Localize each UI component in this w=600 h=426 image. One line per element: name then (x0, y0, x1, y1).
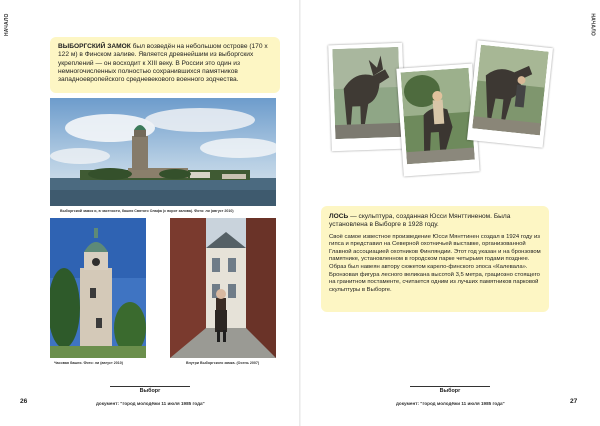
moose-polaroid-2 (396, 63, 479, 176)
moose-polaroid-1 (328, 43, 406, 152)
page-number-right: 27 (570, 398, 578, 405)
footer-title-left: Выборг (139, 388, 161, 394)
footer-rule-left (110, 386, 190, 387)
moose-polaroid-3 (467, 40, 553, 147)
moose-intro-paragraph (329, 213, 541, 230)
castle-intro-text: был возведён на небольшом острове (170 х 122 м) в Финском заливе. Является древнейшим из выборгских укреплений — он восходит к XIII веку. В России это один из немногочисленных полностью сохранившихся памятников западноевропейского средневекового военного зодчества. (58, 43, 268, 84)
castle-intro-paragraph (58, 43, 272, 84)
footer-document-right: документ: "город молодёжи 11 июля 1985 года" (396, 401, 505, 406)
castle-photo-caption: Выборгский замок и, в частности, башня Святого Олафа (с ворот залива). Фото: ли (август 2010) (60, 209, 234, 213)
castle-courtyard-photo (170, 218, 276, 358)
clock-tower-photo (50, 218, 146, 358)
moose-photo-3 (472, 45, 548, 136)
moose-info-box (321, 206, 549, 312)
castle-intro-box (50, 37, 280, 93)
footer-title-right: Выборг (439, 388, 461, 394)
moose-title: ЛОСЬ (329, 213, 349, 220)
courtyard-caption: Внутри Выборгского замка. (Осень 2007) (186, 361, 260, 365)
footer-document-left: документ: "город молодёжи 11 июля 1985 года" (96, 401, 205, 406)
footer-rule-right (410, 386, 490, 387)
right-page (300, 0, 600, 426)
moose-intro-text: — скульптура, созданная Юсси Мянттиненом. Была установлена в Выборге в 1928 году. (329, 213, 511, 229)
moose-photo-1 (332, 47, 401, 139)
castle-intro-title: ВЫБОРГСКИЙ ЗАМОК (58, 43, 131, 50)
moose-description: Своё самое известное произведение Юсси Мянттинен создал в 1924 году из гипса и представил на Северной охотничьей выставке, организованной Главной ассоциацией охотников Финляндии. Этот год указан и на бронзовом памятнике, установленном в городском парке четырьмя годами позднее. Образ был навеян автору сюжетом карело-финского эпоса «Калевала». Бронзовая фигура лесного великана высотой 3,5 метра, грациозно стоящего на гранитном постаменте, считается одним из лучших памятников парковой скульптуры в Выборге. (329, 233, 541, 293)
moose-photo-2 (401, 68, 475, 165)
side-label-right: НАЧАЛО (590, 13, 596, 36)
clock-tower-caption: Часовая башня. Фото: ли (август 2010) (54, 361, 123, 365)
page-number-left: 26 (20, 398, 28, 405)
side-label-left: НАЧАЛО (4, 13, 10, 36)
castle-photo (50, 98, 276, 206)
